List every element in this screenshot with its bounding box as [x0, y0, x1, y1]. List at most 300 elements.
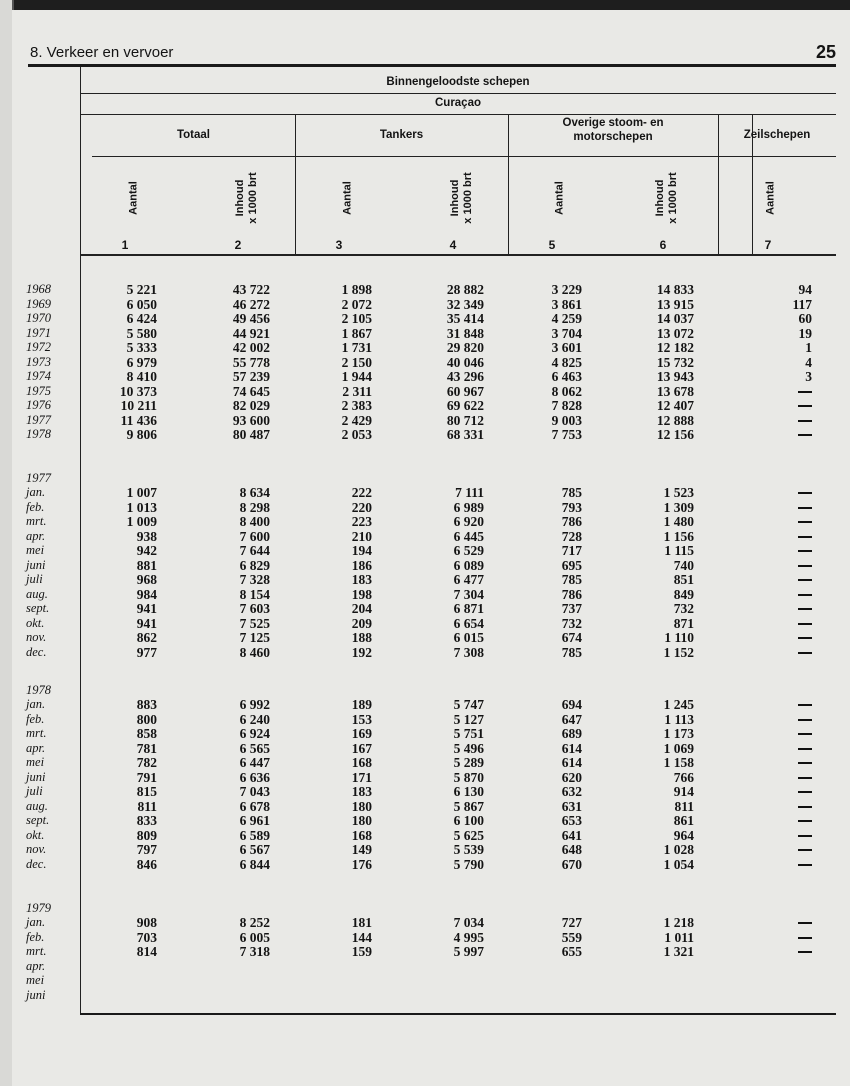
cell-col-5: 6 463 [551, 369, 582, 384]
cell-col-1: 815 [136, 784, 157, 799]
cell-col-3: 2 150 [341, 354, 372, 370]
cell-col-1: 881 [136, 557, 157, 573]
cell-col-5: 7 753 [551, 427, 582, 442]
cell-col-6: 1 321 [663, 944, 694, 959]
cell-col-4: 7 034 [453, 915, 484, 930]
cell-col-1: 1 007 [126, 485, 157, 500]
row-period: mei [26, 973, 45, 987]
cell-col-3: 171 [351, 769, 372, 785]
cell-col-2: 42 002 [232, 340, 270, 355]
cell-col-3: 2 311 [342, 383, 372, 399]
cell-col-4: 7 111 [455, 485, 484, 500]
cell-col-6: 1 110 [664, 630, 694, 645]
cell-col-3: 189 [351, 697, 372, 712]
cell-col-5: 3 704 [551, 325, 582, 341]
col-label-inhoud-4 [449, 172, 475, 223]
nil-dash [798, 849, 812, 851]
row-period: feb. [26, 929, 45, 944]
cell-col-6: 13 072 [656, 325, 694, 341]
cell-col-4: 40 046 [446, 354, 484, 370]
row-period: 1977 [26, 412, 51, 427]
cell-col-3: 180 [351, 798, 372, 814]
cell-col-2: 6 678 [239, 798, 270, 814]
cell-col-3: 168 [351, 827, 372, 843]
nil-dash [798, 719, 812, 721]
row-period: 1976 [26, 398, 51, 412]
cell-col-5: 728 [561, 528, 582, 544]
cell-col-1: 908 [136, 915, 157, 930]
inhoud-line2: x 1000 brt [667, 172, 679, 224]
cell-col-5: 732 [561, 615, 582, 631]
inhoud-line1: Inhoud [234, 179, 246, 217]
cell-col-1: 941 [136, 615, 157, 631]
row-period: 1974 [26, 369, 51, 383]
cell-col-3: 2 105 [341, 311, 372, 326]
cell-col-2: 7 644 [239, 543, 270, 558]
cell-col-4: 80 712 [446, 412, 484, 428]
nil-dash [798, 937, 812, 939]
cell-col-5: 785 [561, 572, 582, 587]
page-number: 25 [815, 42, 836, 62]
cell-col-6: 12 156 [656, 427, 694, 442]
cell-col-6: 1 069 [663, 740, 694, 756]
nil-dash [798, 536, 812, 538]
cell-col-1: 833 [136, 813, 157, 828]
cell-col-3: 1 898 [341, 282, 372, 297]
cell-col-4: 5 747 [453, 697, 484, 712]
cell-col-5: 785 [561, 644, 582, 660]
nil-dash [798, 791, 812, 793]
nil-dash [798, 704, 812, 706]
cell-col-6: 849 [673, 586, 694, 602]
document-page [12, 10, 850, 1086]
cell-col-7: 19 [798, 325, 812, 341]
section-title: 8. Verkeer en vervoer [30, 44, 174, 61]
cell-col-3: 183 [351, 572, 372, 587]
cell-col-6: 15 732 [656, 354, 694, 370]
col-label-aantal-7: Aantal [764, 181, 777, 215]
cell-col-1: 984 [136, 586, 157, 602]
row-period: apr. [26, 528, 46, 543]
row-period: nov. [26, 630, 47, 644]
cell-col-3: 1 731 [341, 340, 372, 355]
cell-col-4: 7 304 [453, 586, 484, 602]
region-label: Curaçao [434, 97, 482, 109]
cell-col-5: 717 [561, 543, 582, 558]
nil-dash [798, 565, 812, 567]
cell-col-1: 811 [137, 798, 157, 814]
cell-col-6: 914 [673, 784, 694, 799]
cell-col-4: 6 100 [453, 813, 484, 828]
group-tankers: Tankers [379, 129, 424, 141]
cell-col-3: 194 [351, 543, 372, 558]
cell-col-6: 14 037 [656, 311, 694, 326]
cell-col-4: 6 130 [453, 784, 484, 799]
colnum-top-rule [80, 254, 836, 256]
cell-col-7: 1 [805, 340, 812, 355]
cell-col-3: 198 [351, 586, 372, 602]
group-totaal: Totaal [176, 129, 210, 141]
cell-col-2: 44 921 [232, 325, 270, 341]
cell-col-1: 938 [136, 528, 157, 544]
cell-col-5: 694 [561, 697, 582, 712]
nil-dash [798, 405, 812, 407]
row-period: 1969 [26, 296, 51, 311]
cell-col-5: 648 [561, 842, 582, 857]
nil-dash [798, 762, 812, 764]
cell-col-6: 1 309 [663, 499, 694, 515]
cell-col-2: 7 043 [239, 784, 270, 799]
col-label-aantal-5: Aantal [553, 181, 566, 215]
cell-col-2: 7 328 [239, 572, 270, 587]
cell-col-7: 94 [798, 282, 812, 297]
row-period: jan. [26, 915, 46, 929]
row-period: aug. [26, 586, 48, 601]
cell-col-3: 2 072 [341, 296, 372, 312]
cell-col-4: 6 015 [453, 630, 484, 645]
cell-col-3: 144 [351, 929, 372, 945]
inhoud-line2: x 1000 brt [462, 172, 474, 224]
cell-col-1: 968 [136, 572, 157, 587]
cell-col-4: 6 445 [453, 528, 484, 544]
row-period: 1968 [26, 282, 51, 296]
cell-col-6: 12 407 [656, 398, 694, 413]
group-underline [92, 156, 836, 157]
cell-col-6: 1 152 [663, 644, 694, 660]
cell-col-4: 32 349 [446, 296, 484, 312]
cell-col-5: 9 003 [551, 412, 582, 428]
cell-col-5: 3 861 [551, 296, 582, 312]
cell-col-6: 811 [674, 798, 694, 814]
cell-col-7: 4 [805, 354, 812, 370]
cell-col-3: 159 [351, 944, 372, 959]
cell-col-6: 1 173 [663, 726, 694, 741]
cell-col-2: 7 600 [239, 528, 270, 544]
cell-col-4: 5 496 [453, 740, 484, 756]
nil-dash [798, 594, 812, 596]
cell-col-4: 5 790 [453, 856, 484, 872]
cell-col-1: 809 [136, 827, 157, 843]
cell-col-4: 5 127 [453, 711, 484, 727]
cell-col-4: 6 477 [453, 572, 484, 587]
row-period: apr. [26, 740, 46, 755]
bottom-rule [80, 1013, 836, 1015]
cell-col-2: 74 645 [232, 383, 270, 399]
cell-col-4: 6 871 [453, 601, 484, 616]
cell-col-6: 13 678 [656, 383, 694, 399]
cell-col-5: 737 [561, 601, 582, 616]
cell-col-1: 6 424 [126, 311, 157, 326]
cell-col-2: 8 252 [239, 915, 270, 930]
cell-col-3: 176 [351, 856, 372, 872]
cell-col-5: 7 828 [551, 398, 582, 413]
cell-col-2: 8 154 [239, 586, 270, 602]
cell-col-5: 4 825 [551, 354, 582, 370]
cell-col-4: 28 882 [446, 282, 484, 297]
cell-col-4: 60 967 [446, 383, 484, 399]
row-period: mrt. [26, 726, 47, 740]
cell-col-2: 8 460 [239, 644, 270, 660]
cell-col-1: 1 009 [126, 514, 157, 529]
cell-col-4: 6 529 [453, 543, 484, 558]
title-underline [80, 93, 836, 94]
cell-col-3: 149 [351, 842, 372, 857]
cell-col-7: 60 [798, 311, 812, 326]
row-period: dec. [26, 644, 47, 659]
cell-col-5: 786 [561, 586, 582, 602]
cell-col-1: 800 [136, 711, 157, 727]
cell-col-5: 670 [561, 856, 582, 872]
nil-dash [798, 652, 812, 654]
cell-col-2: 8 634 [239, 485, 270, 500]
cell-col-6: 861 [673, 813, 694, 828]
cell-col-6: 1 115 [664, 543, 694, 558]
cell-col-1: 941 [136, 601, 157, 616]
nil-dash [798, 748, 812, 750]
table-title: Binnengeloodste schepen [386, 76, 530, 88]
nil-dash [798, 420, 812, 422]
cell-col-4: 5 867 [453, 798, 484, 814]
cell-col-3: 204 [351, 601, 372, 616]
cell-col-3: 188 [351, 630, 372, 645]
cell-col-1: 11 436 [120, 412, 157, 428]
block-year-label: 1978 [26, 682, 51, 697]
cell-col-1: 781 [136, 740, 157, 756]
row-period: juni [26, 987, 46, 1002]
cell-col-6: 732 [673, 601, 694, 616]
column-number-7: 7 [764, 238, 772, 252]
cell-col-1: 814 [136, 944, 157, 959]
nil-dash [798, 623, 812, 625]
nil-dash [798, 579, 812, 581]
cell-col-3: 209 [351, 615, 372, 631]
cell-col-2: 6 447 [239, 755, 270, 770]
column-number-2: 2 [234, 238, 242, 252]
cell-col-2: 7 125 [239, 630, 270, 645]
nil-dash [798, 777, 812, 779]
row-period: mrt. [26, 944, 47, 958]
inhoud-line2: x 1000 brt [247, 172, 259, 224]
cell-col-4: 29 820 [446, 340, 484, 355]
cell-col-4: 4 995 [453, 929, 484, 945]
cell-col-4: 5 870 [453, 769, 484, 785]
cell-col-3: 180 [351, 813, 372, 828]
cell-col-2: 46 272 [232, 296, 270, 312]
cell-col-6: 1 156 [663, 528, 694, 544]
cell-col-6: 12 888 [656, 412, 694, 428]
row-period: 1970 [26, 311, 51, 325]
nil-dash [798, 922, 812, 924]
cell-col-2: 8 298 [239, 499, 270, 515]
cell-col-1: 6 050 [126, 296, 157, 312]
cell-col-1: 846 [136, 856, 157, 872]
cell-col-7: 117 [792, 296, 812, 312]
cell-col-1: 862 [136, 630, 157, 645]
cell-col-5: 653 [561, 813, 582, 828]
cell-col-6: 12 182 [656, 340, 694, 355]
cell-col-1: 797 [136, 842, 157, 857]
row-period: juli [26, 572, 43, 586]
cell-col-1: 5 333 [126, 340, 157, 355]
cell-col-6: 1 028 [663, 842, 694, 857]
row-period: juli [26, 784, 43, 798]
cell-col-2: 6 567 [239, 842, 270, 857]
cell-col-2: 6 240 [239, 711, 270, 727]
cell-col-3: 186 [351, 557, 372, 573]
stub-divider [80, 67, 81, 1013]
nil-dash [798, 507, 812, 509]
column-number-5: 5 [548, 238, 556, 252]
cell-col-4: 6 920 [453, 514, 484, 529]
cell-col-5: 8 062 [551, 383, 582, 399]
cell-col-1: 703 [136, 929, 157, 945]
nil-dash [798, 864, 812, 866]
cell-col-4: 69 622 [446, 398, 484, 413]
cell-col-1: 10 211 [120, 398, 157, 413]
row-period: jan. [26, 697, 46, 711]
nil-dash [798, 820, 812, 822]
cell-col-6: 766 [673, 769, 694, 785]
group-overige-line1: Overige stoom- en [562, 117, 664, 129]
cell-col-4: 68 331 [446, 427, 484, 442]
cell-col-1: 5 580 [126, 325, 157, 341]
cell-col-3: 168 [351, 755, 372, 770]
cell-col-3: 153 [351, 711, 372, 727]
cell-col-5: 631 [561, 798, 582, 814]
cell-col-6: 13 943 [656, 369, 694, 384]
cell-col-1: 791 [136, 769, 157, 785]
cell-col-6: 871 [673, 615, 694, 631]
header-rule [28, 64, 836, 67]
nil-dash [798, 608, 812, 610]
group-overige [508, 116, 718, 144]
column-number-3: 3 [335, 238, 343, 252]
cell-col-1: 883 [136, 697, 157, 712]
cell-col-6: 740 [673, 557, 694, 573]
row-period: 1978 [26, 427, 51, 441]
cell-col-6: 14 833 [656, 282, 694, 297]
col-label-aantal-1: Aantal [127, 181, 140, 215]
row-period: 1971 [26, 325, 51, 340]
col-label-aantal-3: Aantal [341, 181, 354, 215]
cell-col-2: 6 565 [239, 740, 270, 756]
cell-col-2: 82 029 [232, 398, 270, 413]
nil-dash [798, 951, 812, 953]
cell-col-3: 2 429 [341, 412, 372, 428]
row-period: jan. [26, 485, 46, 499]
column-number-4: 4 [449, 238, 457, 252]
cell-col-4: 5 751 [453, 726, 484, 741]
cell-col-6: 1 480 [663, 514, 694, 529]
cell-col-1: 782 [136, 755, 157, 770]
cell-col-2: 6 961 [239, 813, 270, 828]
cell-col-5: 620 [561, 769, 582, 785]
cell-col-6: 1 245 [663, 697, 694, 712]
cell-col-3: 169 [351, 726, 372, 741]
nil-dash [798, 391, 812, 393]
cell-col-1: 942 [136, 543, 157, 558]
cell-col-4: 31 848 [446, 325, 484, 341]
row-period: okt. [26, 827, 45, 842]
nil-dash [798, 637, 812, 639]
cell-col-5: 727 [561, 915, 582, 930]
cell-col-3: 181 [351, 915, 372, 930]
cell-col-1: 10 373 [119, 383, 157, 399]
cell-col-4: 5 997 [453, 944, 484, 959]
col-label-inhoud-2 [234, 172, 260, 223]
cell-col-6: 851 [673, 572, 694, 587]
block-year-label: 1977 [26, 470, 51, 485]
row-period: nov. [26, 842, 47, 856]
cell-col-5: 4 259 [551, 311, 582, 326]
cell-col-2: 6 844 [239, 856, 270, 872]
cell-col-2: 6 992 [239, 697, 270, 712]
cell-col-2: 55 778 [232, 354, 270, 370]
cell-col-5: 3 601 [551, 340, 582, 355]
cell-col-5: 689 [561, 726, 582, 741]
row-period: juni [26, 557, 46, 572]
cell-col-5: 3 229 [551, 282, 582, 297]
nil-dash [798, 835, 812, 837]
cell-col-5: 695 [561, 557, 582, 573]
cell-col-3: 210 [351, 528, 372, 544]
cell-col-1: 977 [136, 644, 157, 660]
cell-col-6: 1 054 [663, 856, 694, 872]
cell-col-2: 6 589 [239, 827, 270, 843]
cell-col-6: 1 158 [663, 755, 694, 770]
cell-col-1: 858 [136, 726, 157, 741]
cell-col-3: 1 867 [341, 325, 372, 341]
cell-col-5: 786 [561, 514, 582, 529]
cell-col-3: 2 053 [341, 427, 372, 442]
row-period: sept. [26, 601, 50, 615]
cell-col-5: 655 [561, 944, 582, 959]
cell-col-4: 7 308 [453, 644, 484, 660]
block-year-label: 1979 [26, 900, 51, 915]
cell-col-3: 220 [351, 499, 372, 515]
inhoud-line1: Inhoud [449, 179, 461, 217]
nil-dash [798, 550, 812, 552]
cell-col-4: 43 296 [446, 369, 484, 384]
cell-col-5: 614 [561, 755, 582, 770]
group-zeil: Zeilschepen [743, 129, 811, 141]
cell-col-3: 192 [351, 644, 372, 660]
cell-col-5: 559 [561, 929, 582, 945]
cell-col-6: 1 218 [663, 915, 694, 930]
column-number-1: 1 [121, 238, 129, 252]
cell-col-5: 793 [561, 499, 582, 515]
cell-col-3: 183 [351, 784, 372, 799]
cell-col-2: 7 318 [239, 944, 270, 959]
nil-dash [798, 806, 812, 808]
cell-col-2: 6 005 [239, 929, 270, 945]
row-period: mei [26, 543, 45, 557]
nil-dash [798, 521, 812, 523]
cell-col-2: 43 722 [232, 282, 270, 297]
row-period: aug. [26, 798, 48, 813]
cell-col-5: 632 [561, 784, 582, 799]
cell-col-2: 7 525 [239, 615, 270, 631]
cell-col-5: 647 [561, 711, 582, 727]
cell-col-3: 223 [351, 514, 372, 529]
cell-col-1: 8 410 [126, 369, 157, 384]
cell-col-2: 6 829 [239, 557, 270, 573]
row-period: 1973 [26, 354, 51, 369]
region-underline [80, 114, 836, 115]
cell-col-1: 9 806 [126, 427, 157, 442]
cell-col-5: 785 [561, 485, 582, 500]
cell-col-3: 167 [351, 740, 372, 756]
